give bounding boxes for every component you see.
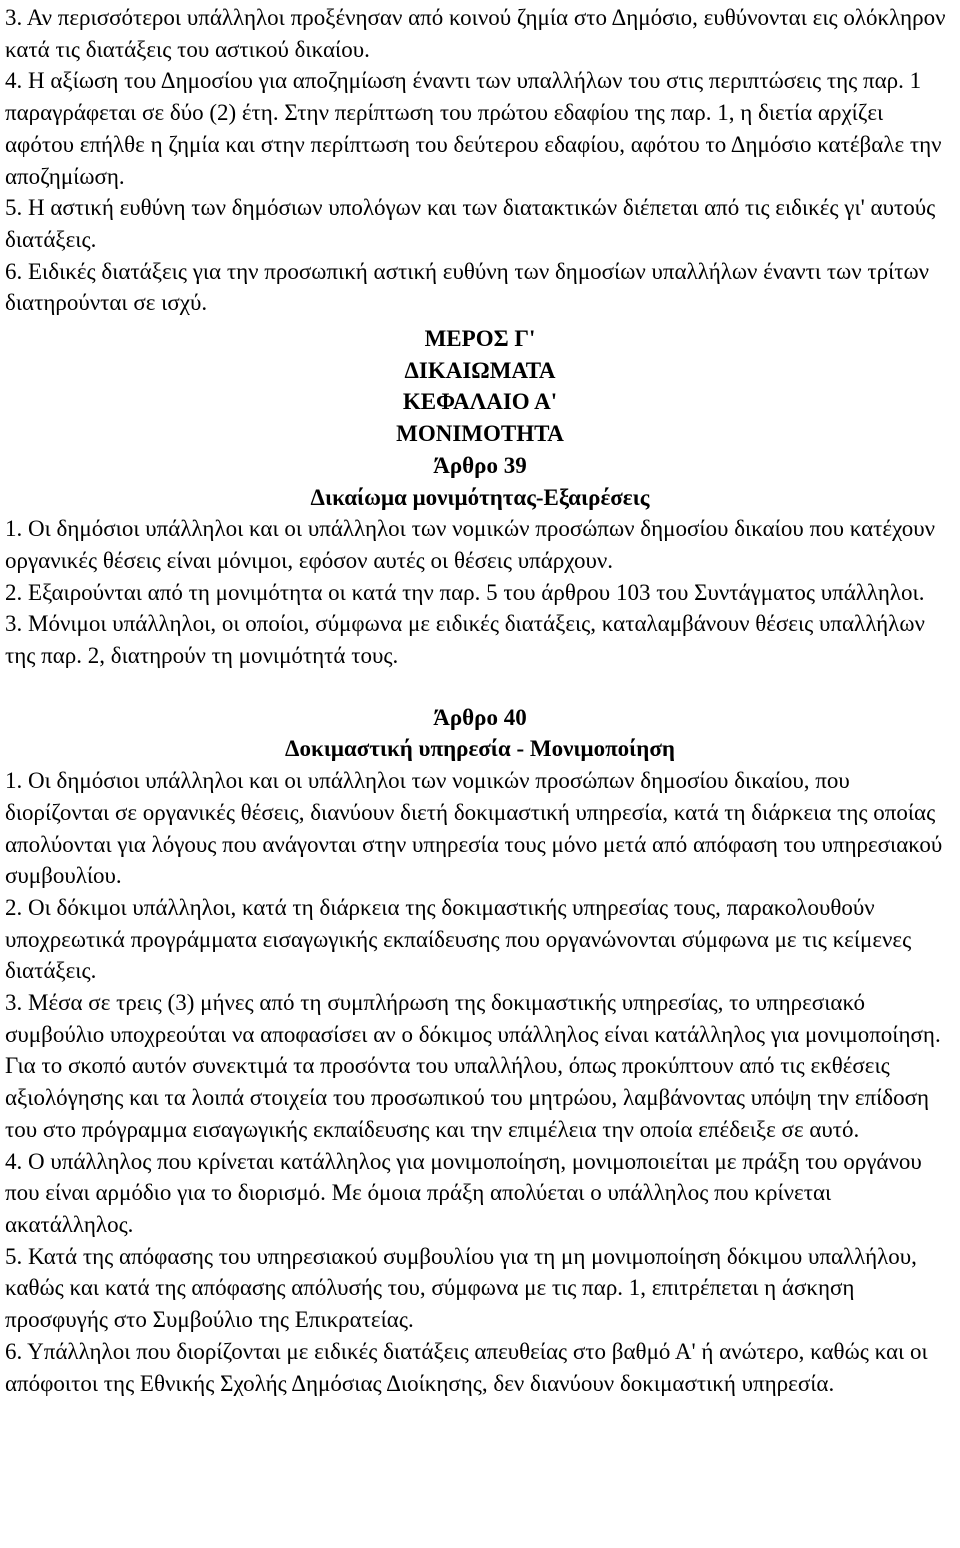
part-title: ΔΙΚΑΙΩΜΑΤΑ	[404, 357, 556, 383]
article-40-paragraph-5: 5. Κατά της απόφασης του υπηρεσιακού συμβουλίου για τη μη μονιμοποίηση δόκιμου υπαλλήλου, καθώς και κατά της απόφασης απόλυσής του, σύμφωνα με τις παρ. 1, επιτρέπεται η άσκηση προσφυγής στο Συμβούλιο της Επικρατείας.	[5, 1243, 917, 1333]
paragraph-3: 3. Αν περισσότεροι υπάλληλοι προξένησαν από κοινού ζημία στο Δημόσιο, ευθύνονται εις ολόκληρον κατά τις διατάξεις του αστικού δικαίου.	[5, 5, 946, 62]
article-40-heading-block	[5, 702, 955, 765]
article-40-paragraph-1: 1. Οι δημόσιοι υπάλληλοι και οι υπάλληλοι των νομικών προσώπων δημοσίου δικαίου, που διορίζονται σε οργανικές θέσεις, διανύουν διετή δοκιμαστική υπηρεσία, κατά τη διάρκεια της οποίας απολύονται για λόγους που ανάγονται στην υπηρεσία τους μόνο μετά από απόφαση του υπηρεσιακού συμβουλίου.	[5, 768, 943, 889]
article-40-title: Δοκιμαστική υπηρεσία - Μονιμοποίηση	[285, 736, 675, 762]
chapter-heading: ΚΕΦΑΛΑΙΟ Α'	[402, 389, 558, 415]
paragraph-5: 5. Η αστική ευθύνη των δημόσιων υπολόγων και των διατακτικών διέπεται από τις ειδικές γι' αυτούς διατάξεις.	[5, 195, 936, 252]
part-heading-block	[5, 323, 955, 513]
paragraph-4: 4. Η αξίωση του Δημοσίου για αποζημίωση έναντι των υπαλλήλων του στις περιπτώσεις της παρ. 1 παραγράφεται σε δύο (2) έτη. Στην περίπτωση του πρώτου εδαφίου της παρ. 1, η διετία αρχίζει αφότου επήλθε η ζημία και στην περίπτωση του δεύτερου εδαφίου, αφότου το Δημόσιο κατέβαλε την αποζημίωση.	[5, 68, 942, 189]
article-40-paragraph-4: 4. Ο υπάλληλος που κρίνεται κατάλληλος για μονιμοποίηση, μονιμοποιείται με πράξη του οργάνου που είναι αρμόδιο για το διορισμό. Με όμοια πράξη απολύεται ο υπάλληλος που κρίνεται ακατάλληλος.	[5, 1148, 922, 1237]
article-39-paragraph-1: 1. Οι δημόσιοι υπάλληλοι και οι υπάλληλοι των νομικών προσώπων δημοσίου δικαίου που κατέχουν οργανικές θέσεις είναι μόνιμοι, εφόσον αυτές οι θέσεις υπάρχουν.	[5, 516, 936, 573]
article-40-paragraph-6: 6. Υπάλληλοι που διορίζονται με ειδικές διατάξεις απευθείας στο βαθμό Α' ή ανώτερο, καθώς και οι απόφοιτοι της Εθνικής Σχολής Δημόσιας Διοίκησης, δεν διανύουν δοκιμαστική υπηρεσία.	[5, 1338, 928, 1396]
document-page	[5, 2, 955, 1399]
paragraph-6: 6. Ειδικές διατάξεις για την προσωπική αστική ευθύνη των δημοσίων υπαλλήλων έναντι των τρίτων διατηρούνται σε ισχύ.	[5, 258, 930, 316]
article-39-title: Δικαίωμα μονιμότητας-Εξαιρέσεις	[310, 484, 650, 510]
part-heading: ΜΕΡΟΣ Γ'	[424, 326, 536, 352]
article-39-paragraph-2: 2. Εξαιρούνται από τη μονιμότητα οι κατά την παρ. 5 του άρθρου 103 του Συντάγματος υπάλληλοι.	[5, 579, 925, 605]
article-39-number: Άρθρο 39	[433, 452, 527, 478]
article-40-paragraph-3: 3. Μέσα σε τρεις (3) μήνες από τη συμπλήρωση της δοκιμαστικής υπηρεσίας, το υπηρεσιακό συμβούλιο υποχρεούται να αποφασίσει αν ο δόκιμος υπάλληλος είναι κατάλληλος για μονιμοποίηση. Για το σκοπό αυτόν συνεκτιμά τα προσόντα του υπαλλήλου, όπως προκύπτουν από τις εκθέσεις αξιολόγησης και τα λοιπά στοιχεία του προσωπικού του μητρώου, λαμβάνοντας υπόψη την επίδοση του στο πρόγραμμα εισαγωγικής εκπαίδευσης και την επιμέλεια την οποία επέδειξε σε αυτό.	[5, 990, 941, 1142]
article-40-paragraph-2: 2. Οι δόκιμοι υπάλληλοι, κατά τη διάρκεια της δοκιμαστικής υπηρεσίας τους, παρακολουθούν υποχρεωτικά προγράμματα εισαγωγικής εκπαίδευσης που οργανώνονται σύμφωνα με τις κείμενες διατάξεις.	[5, 894, 912, 984]
article-40-number: Άρθρο 40	[433, 704, 527, 730]
article-39-paragraph-3: 3. Μόνιμοι υπάλληλοι, οι οποίοι, σύμφωνα με ειδικές διατάξεις, καταλαμβάνουν θέσεις υπαλλήλων της παρ. 2, διατηρούν τη μονιμότητά τους.	[5, 611, 925, 669]
chapter-title: ΜΟΝΙΜΟΤΗΤΑ	[396, 421, 564, 447]
